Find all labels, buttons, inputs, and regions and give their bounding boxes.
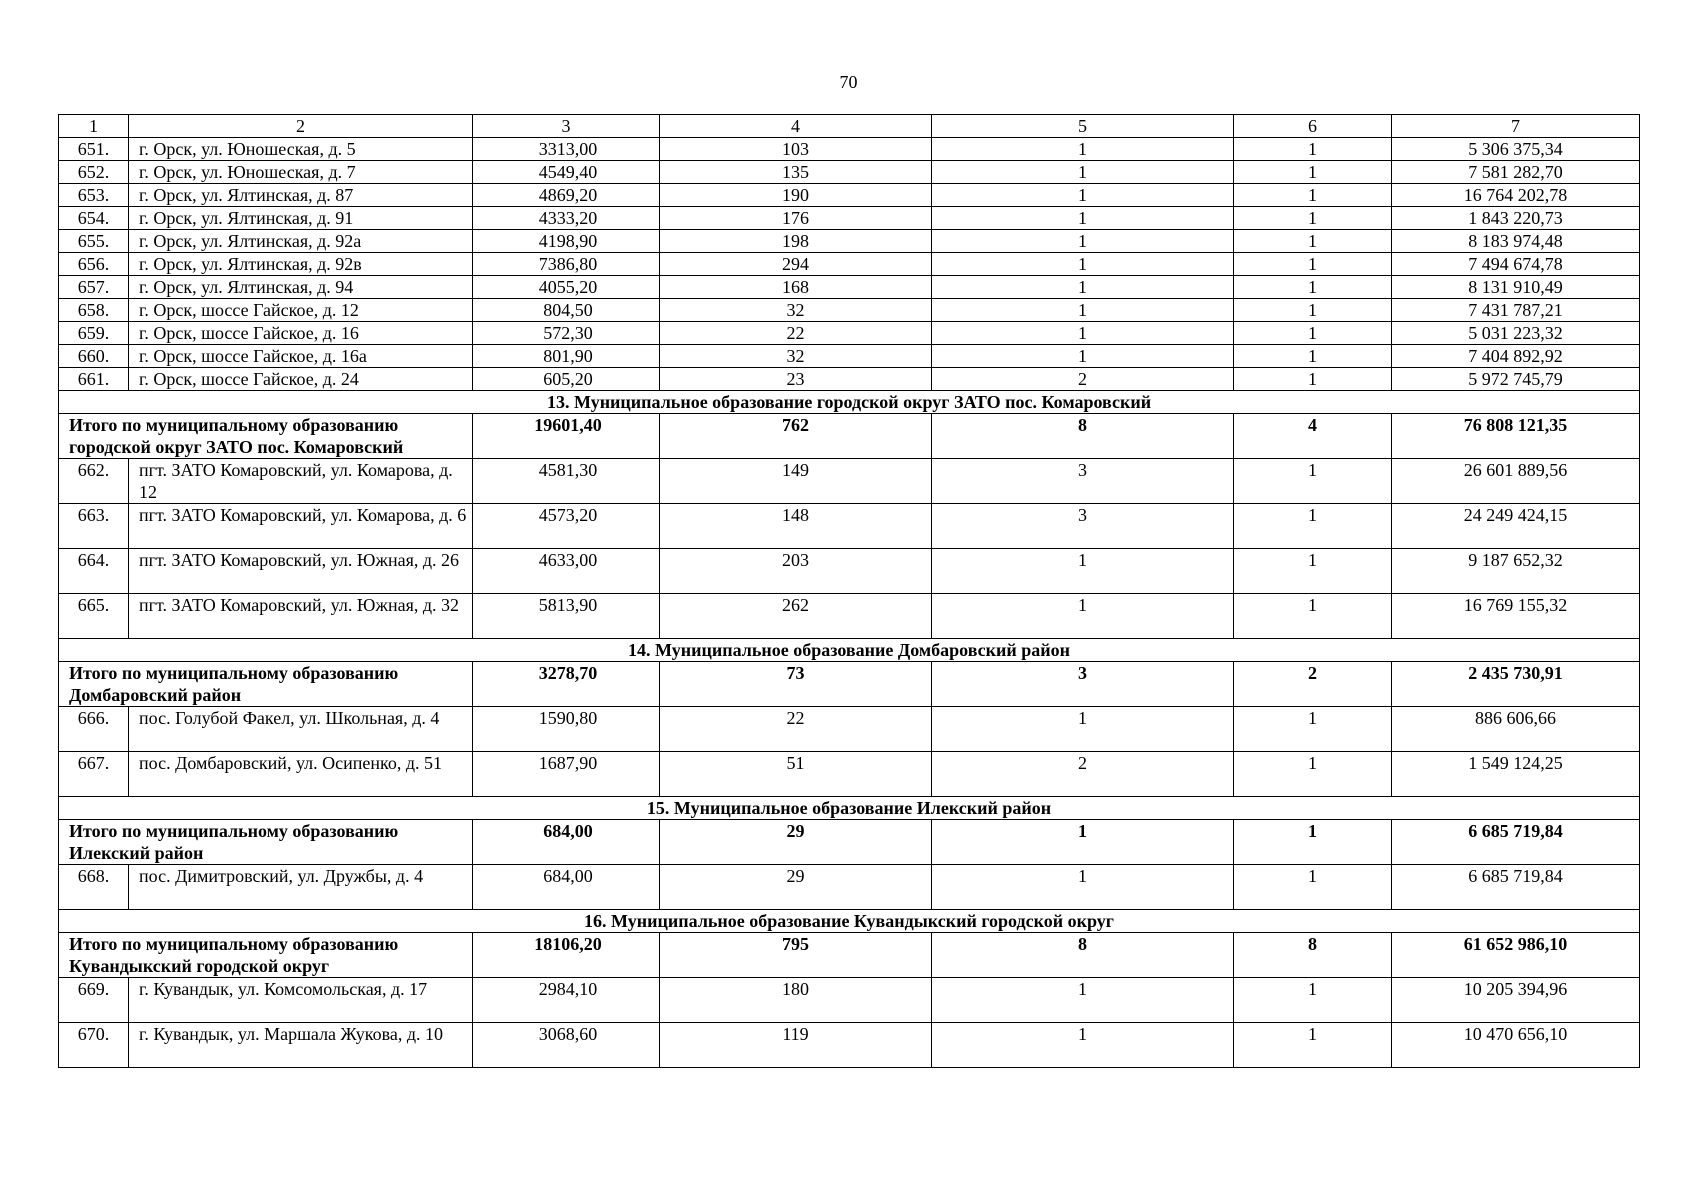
total-cost: 76 808 121,35	[1392, 414, 1640, 459]
column-header: 1	[59, 115, 129, 138]
total-col6: 4	[1234, 414, 1392, 459]
row-number: 659.	[59, 322, 129, 345]
row-residents: 51	[660, 752, 932, 797]
row-cost: 5 972 745,79	[1392, 368, 1640, 391]
row-residents: 22	[660, 707, 932, 752]
row-number: 651.	[59, 138, 129, 161]
row-address: г. Орск, шоссе Гайское, д. 16а	[129, 345, 473, 368]
table-row	[59, 230, 1640, 253]
row-cost: 5 031 223,32	[1392, 322, 1640, 345]
row-col6: 1	[1234, 230, 1392, 253]
row-col5: 1	[932, 1023, 1234, 1068]
row-col6: 1	[1234, 253, 1392, 276]
row-col6: 1	[1234, 184, 1392, 207]
row-residents: 203	[660, 549, 932, 594]
row-col5: 1	[932, 276, 1234, 299]
row-col6: 1	[1234, 345, 1392, 368]
row-number: 664.	[59, 549, 129, 594]
row-residents: 29	[660, 865, 932, 910]
section-title: 13. Муниципальное образование городской округ ЗАТО пос. Комаровский	[59, 391, 1640, 414]
total-col6: 2	[1234, 662, 1392, 707]
row-area: 7386,80	[473, 253, 660, 276]
row-col6: 1	[1234, 299, 1392, 322]
table-body	[59, 115, 1640, 1068]
row-address: пгт. ЗАТО Комаровский, ул. Южная, д. 32	[129, 594, 473, 639]
row-cost: 16 764 202,78	[1392, 184, 1640, 207]
table-row	[59, 459, 1640, 504]
row-number: 662.	[59, 459, 129, 504]
row-address: г. Орск, шоссе Гайское, д. 24	[129, 368, 473, 391]
total-col6: 8	[1234, 933, 1392, 978]
total-residents: 795	[660, 933, 932, 978]
total-cost: 61 652 986,10	[1392, 933, 1640, 978]
row-residents: 148	[660, 504, 932, 549]
row-area: 3068,60	[473, 1023, 660, 1068]
row-cost: 7 404 892,92	[1392, 345, 1640, 368]
row-number: 665.	[59, 594, 129, 639]
row-residents: 180	[660, 978, 932, 1023]
row-cost: 5 306 375,34	[1392, 138, 1640, 161]
total-col5: 8	[932, 933, 1234, 978]
table-row	[59, 345, 1640, 368]
row-col6: 1	[1234, 752, 1392, 797]
column-header: 6	[1234, 115, 1392, 138]
table-row	[59, 368, 1640, 391]
row-address: г. Кувандык, ул. Комсомольская, д. 17	[129, 978, 473, 1023]
row-col6: 1	[1234, 707, 1392, 752]
row-col5: 1	[932, 230, 1234, 253]
row-col5: 1	[932, 978, 1234, 1023]
row-col6: 1	[1234, 549, 1392, 594]
row-area: 4581,30	[473, 459, 660, 504]
table-row	[59, 865, 1640, 910]
table-row	[59, 752, 1640, 797]
row-col5: 1	[932, 549, 1234, 594]
column-header: 3	[473, 115, 660, 138]
row-area: 4055,20	[473, 276, 660, 299]
section-title: 14. Муниципальное образование Домбаровский район	[59, 639, 1640, 662]
row-area: 4333,20	[473, 207, 660, 230]
row-residents: 22	[660, 322, 932, 345]
row-number: 655.	[59, 230, 129, 253]
total-row	[59, 933, 1640, 978]
row-col5: 1	[932, 345, 1234, 368]
row-cost: 8 131 910,49	[1392, 276, 1640, 299]
row-cost: 16 769 155,32	[1392, 594, 1640, 639]
total-col5: 8	[932, 414, 1234, 459]
row-residents: 168	[660, 276, 932, 299]
row-address: г. Орск, ул. Ялтинская, д. 91	[129, 207, 473, 230]
row-cost: 8 183 974,48	[1392, 230, 1640, 253]
row-number: 667.	[59, 752, 129, 797]
total-area: 18106,20	[473, 933, 660, 978]
total-row	[59, 662, 1640, 707]
row-area: 804,50	[473, 299, 660, 322]
page-number: 70	[839, 72, 858, 92]
row-col5: 2	[932, 368, 1234, 391]
row-area: 4198,90	[473, 230, 660, 253]
row-col5: 1	[932, 184, 1234, 207]
total-row	[59, 414, 1640, 459]
row-col5: 1	[932, 207, 1234, 230]
table-row	[59, 253, 1640, 276]
row-col5: 1	[932, 707, 1234, 752]
row-number: 654.	[59, 207, 129, 230]
row-residents: 103	[660, 138, 932, 161]
row-area: 5813,90	[473, 594, 660, 639]
row-col5: 3	[932, 504, 1234, 549]
row-number: 653.	[59, 184, 129, 207]
row-col6: 1	[1234, 504, 1392, 549]
row-address: г. Орск, ул. Ялтинская, д. 94	[129, 276, 473, 299]
section-header-row	[59, 639, 1640, 662]
row-residents: 198	[660, 230, 932, 253]
row-area: 605,20	[473, 368, 660, 391]
section-header-row	[59, 797, 1640, 820]
section-header-row	[59, 910, 1640, 933]
row-number: 668.	[59, 865, 129, 910]
row-address: г. Орск, ул. Юношеская, д. 5	[129, 138, 473, 161]
total-cost: 2 435 730,91	[1392, 662, 1640, 707]
table-row	[59, 707, 1640, 752]
table-row	[59, 138, 1640, 161]
row-col6: 1	[1234, 322, 1392, 345]
row-residents: 190	[660, 184, 932, 207]
row-area: 684,00	[473, 865, 660, 910]
row-number: 666.	[59, 707, 129, 752]
row-cost: 1 549 124,25	[1392, 752, 1640, 797]
row-area: 4549,40	[473, 161, 660, 184]
table-row	[59, 161, 1640, 184]
row-area: 1687,90	[473, 752, 660, 797]
total-cost: 6 685 719,84	[1392, 820, 1640, 865]
section-header-row	[59, 391, 1640, 414]
row-address: пос. Домбаровский, ул. Осипенко, д. 51	[129, 752, 473, 797]
column-header: 5	[932, 115, 1234, 138]
row-address: г. Кувандык, ул. Маршала Жукова, д. 10	[129, 1023, 473, 1068]
row-cost: 886 606,66	[1392, 707, 1640, 752]
row-address: пос. Голубой Факел, ул. Школьная, д. 4	[129, 707, 473, 752]
row-cost: 7 431 787,21	[1392, 299, 1640, 322]
row-number: 669.	[59, 978, 129, 1023]
row-address: г. Орск, ул. Юношеская, д. 7	[129, 161, 473, 184]
row-area: 3313,00	[473, 138, 660, 161]
row-number: 661.	[59, 368, 129, 391]
row-col5: 3	[932, 459, 1234, 504]
table-row	[59, 299, 1640, 322]
row-cost: 1 843 220,73	[1392, 207, 1640, 230]
total-label: Итого по муниципальному образованию городской округ ЗАТО пос. Комаровский	[59, 414, 473, 459]
row-address: г. Орск, шоссе Гайское, д. 12	[129, 299, 473, 322]
table-row	[59, 978, 1640, 1023]
row-col5: 1	[932, 594, 1234, 639]
row-number: 656.	[59, 253, 129, 276]
total-col6: 1	[1234, 820, 1392, 865]
row-col5: 1	[932, 253, 1234, 276]
total-col5: 1	[932, 820, 1234, 865]
row-number: 670.	[59, 1023, 129, 1068]
total-residents: 29	[660, 820, 932, 865]
total-row	[59, 820, 1640, 865]
row-residents: 23	[660, 368, 932, 391]
row-cost: 7 581 282,70	[1392, 161, 1640, 184]
row-address: г. Орск, ул. Ялтинская, д. 92а	[129, 230, 473, 253]
total-area: 684,00	[473, 820, 660, 865]
row-cost: 24 249 424,15	[1392, 504, 1640, 549]
row-number: 657.	[59, 276, 129, 299]
row-address: пос. Димитровский, ул. Дружбы, д. 4	[129, 865, 473, 910]
row-address: пгт. ЗАТО Комаровский, ул. Комарова, д. 6	[129, 504, 473, 549]
table-row	[59, 322, 1640, 345]
total-residents: 762	[660, 414, 932, 459]
total-residents: 73	[660, 662, 932, 707]
row-col5: 1	[932, 322, 1234, 345]
row-area: 4869,20	[473, 184, 660, 207]
row-address: пгт. ЗАТО Комаровский, ул. Южная, д. 26	[129, 549, 473, 594]
row-number: 652.	[59, 161, 129, 184]
section-title: 16. Муниципальное образование Кувандыкский городской округ	[59, 910, 1640, 933]
total-label: Итого по муниципальному образованию Домбаровский район	[59, 662, 473, 707]
table-row	[59, 184, 1640, 207]
row-address: г. Орск, шоссе Гайское, д. 16	[129, 322, 473, 345]
row-col6: 1	[1234, 161, 1392, 184]
row-residents: 294	[660, 253, 932, 276]
table-row	[59, 276, 1640, 299]
row-col5: 1	[932, 865, 1234, 910]
total-label: Итого по муниципальному образованию Кувандыкский городской округ	[59, 933, 473, 978]
section-title: 15. Муниципальное образование Илекский район	[59, 797, 1640, 820]
row-col6: 1	[1234, 459, 1392, 504]
row-address: г. Орск, ул. Ялтинская, д. 87	[129, 184, 473, 207]
row-residents: 176	[660, 207, 932, 230]
row-col5: 2	[932, 752, 1234, 797]
row-cost: 6 685 719,84	[1392, 865, 1640, 910]
row-residents: 262	[660, 594, 932, 639]
row-residents: 119	[660, 1023, 932, 1068]
row-residents: 149	[660, 459, 932, 504]
row-area: 1590,80	[473, 707, 660, 752]
table-row	[59, 594, 1640, 639]
row-area: 2984,10	[473, 978, 660, 1023]
row-number: 658.	[59, 299, 129, 322]
column-header: 2	[129, 115, 473, 138]
total-area: 19601,40	[473, 414, 660, 459]
row-cost: 7 494 674,78	[1392, 253, 1640, 276]
table-row	[59, 504, 1640, 549]
row-col6: 1	[1234, 138, 1392, 161]
row-number: 660.	[59, 345, 129, 368]
table-row	[59, 1023, 1640, 1068]
total-col5: 3	[932, 662, 1234, 707]
row-cost: 26 601 889,56	[1392, 459, 1640, 504]
row-residents: 135	[660, 161, 932, 184]
row-cost: 9 187 652,32	[1392, 549, 1640, 594]
row-residents: 32	[660, 345, 932, 368]
total-area: 3278,70	[473, 662, 660, 707]
column-header-row	[59, 115, 1640, 138]
row-address: г. Орск, ул. Ялтинская, д. 92в	[129, 253, 473, 276]
row-col6: 1	[1234, 1023, 1392, 1068]
row-col6: 1	[1234, 368, 1392, 391]
row-col6: 1	[1234, 978, 1392, 1023]
row-col5: 1	[932, 161, 1234, 184]
row-cost: 10 470 656,10	[1392, 1023, 1640, 1068]
row-col6: 1	[1234, 207, 1392, 230]
row-col5: 1	[932, 138, 1234, 161]
total-label: Итого по муниципальному образованию Илекский район	[59, 820, 473, 865]
registry-table	[58, 114, 1640, 1068]
row-col6: 1	[1234, 276, 1392, 299]
row-area: 4573,20	[473, 504, 660, 549]
row-area: 4633,00	[473, 549, 660, 594]
row-col5: 1	[932, 299, 1234, 322]
row-col6: 1	[1234, 594, 1392, 639]
row-cost: 10 205 394,96	[1392, 978, 1640, 1023]
table-row	[59, 207, 1640, 230]
row-address: пгт. ЗАТО Комаровский, ул. Комарова, д. 12	[129, 459, 473, 504]
row-col6: 1	[1234, 865, 1392, 910]
row-number: 663.	[59, 504, 129, 549]
row-residents: 32	[660, 299, 932, 322]
row-area: 572,30	[473, 322, 660, 345]
table-row	[59, 549, 1640, 594]
column-header: 4	[660, 115, 932, 138]
column-header: 7	[1392, 115, 1640, 138]
row-area: 801,90	[473, 345, 660, 368]
